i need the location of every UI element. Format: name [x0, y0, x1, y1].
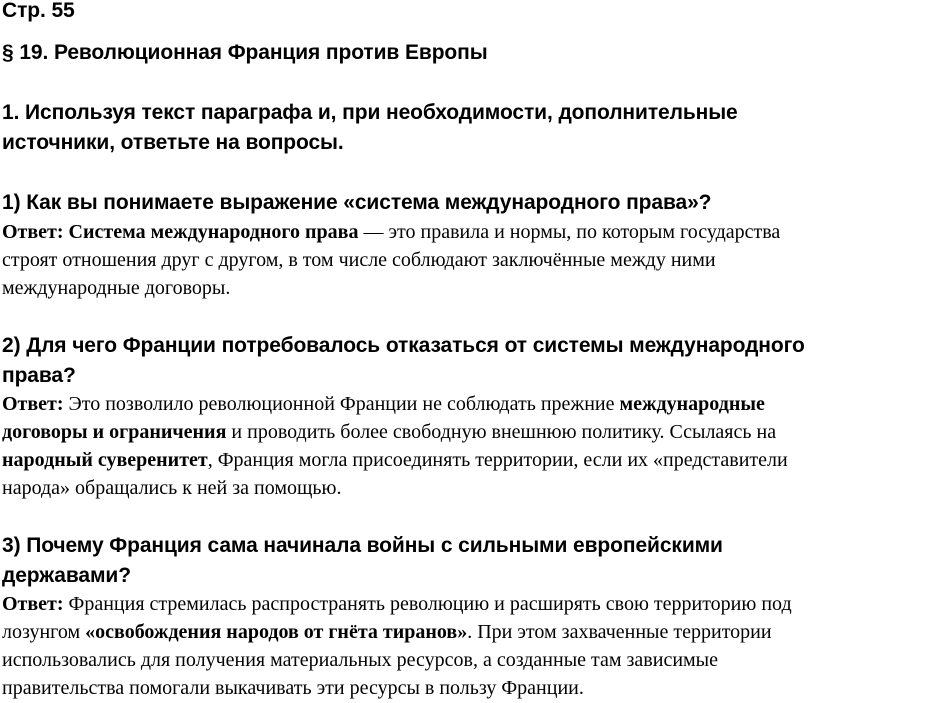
answer-3-text: . При этом захваченные территории — [467, 621, 772, 643]
answer-3-line-4: правительства помогали выкачивать эти ресурсы в пользу Франции. — [2, 677, 584, 699]
question-1: 1) Как вы понимаете выражение «система международного права»? — [2, 191, 712, 214]
answer-3-line-2 — [2, 618, 772, 647]
question-2-line-2: права? — [2, 364, 76, 387]
page-number: Стр. 55 — [2, 0, 75, 22]
answer-3-text: лозунгом — [2, 621, 86, 643]
question-3-line-2: державами? — [2, 564, 131, 587]
answer-label: Ответ: — [2, 221, 64, 243]
answer-2-line-3 — [2, 446, 788, 475]
answer-1-term: Система международного права — [68, 221, 359, 243]
answer-2-line-4: народа» обращались к ней за помощью. — [2, 477, 342, 499]
answer-2-line-2 — [2, 418, 776, 447]
section-title: § 19. Революционная Франция против Европы — [2, 41, 488, 64]
answer-label: Ответ: — [2, 393, 64, 415]
answer-2-line-1 — [2, 390, 765, 419]
answer-3-slogan: «освобождения народов от гнёта тиранов» — [85, 621, 468, 643]
answer-label: Ответ: — [2, 593, 64, 615]
answer-2-term: международные — [619, 393, 765, 415]
question-2-line-1: 2) Для чего Франции потребовалось отказаться от системы международного — [2, 334, 805, 357]
question-3-line-1: 3) Почему Франция сама начинала войны с сильными европейскими — [2, 534, 723, 557]
answer-3-line-1 — [2, 590, 792, 619]
answer-2-text: Это позволило революционной Франции не соблюдать прежние — [63, 393, 620, 415]
task-heading-line-2: источники, ответьте на вопросы. — [2, 131, 344, 154]
answer-2-term: народный суверенитет — [2, 449, 208, 471]
answer-2-text: и проводить более свободную внешнюю политику. Ссылаясь на — [226, 421, 777, 443]
answer-2-term: договоры и ограничения — [2, 421, 227, 443]
answer-3-line-3: использовались для получения материальных ресурсов, а созданные там зависимые — [2, 649, 718, 671]
answer-3-text: Франция стремилась распространять революцию и расширять свою территорию под — [63, 593, 792, 615]
answer-1-line-2: строят отношения друг с другом, в том числе соблюдают заключённые между ними — [2, 249, 716, 271]
answer-1-text: — это правила и нормы, по которым государства — [358, 221, 781, 243]
answer-1-line-3: международные договоры. — [2, 277, 231, 299]
answer-1-line-1 — [2, 218, 780, 247]
answer-2-text: , Франция могла присоединять территории, если их «представители — [207, 449, 788, 471]
task-heading-line-1: 1. Используя текст параграфа и, при необходимости, дополнительные — [2, 101, 738, 124]
